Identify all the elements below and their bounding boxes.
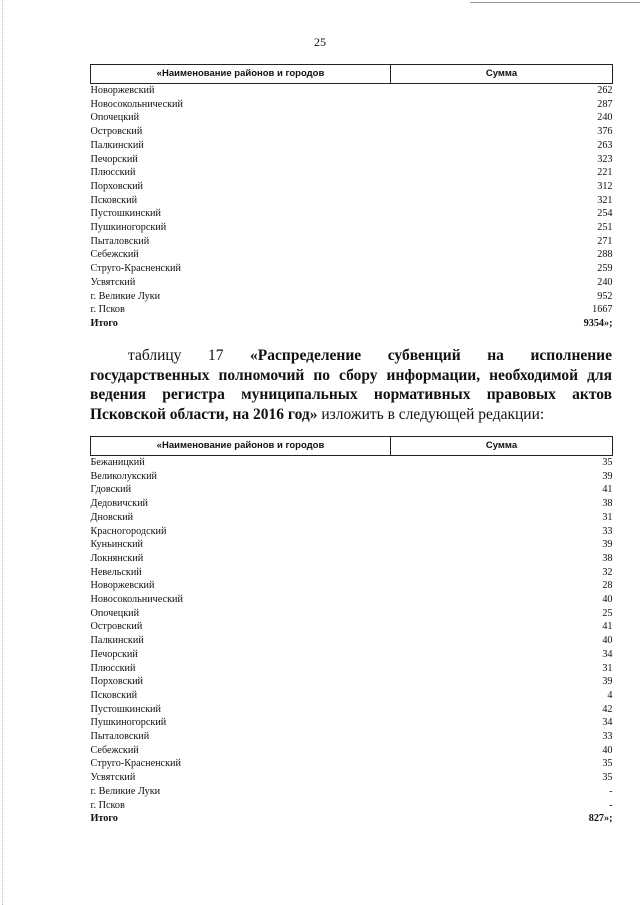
table-body <box>91 84 613 331</box>
district-sum: 35 <box>602 457 613 468</box>
district-sum: 263 <box>597 139 613 151</box>
district-sum: - <box>609 799 613 811</box>
total-label: Итого <box>90 317 118 329</box>
district-name: г. Великие Луки <box>90 785 161 797</box>
table-row <box>91 139 613 153</box>
table-row <box>91 470 613 484</box>
district-name: Псковский <box>90 689 138 701</box>
district-sum: 31 <box>602 662 613 674</box>
district-name: г. Великие Луки <box>90 290 161 302</box>
table-row <box>91 111 613 125</box>
district-sum: 34 <box>602 648 613 660</box>
table-row <box>91 785 613 799</box>
district-name: Усвятский <box>90 772 136 784</box>
district-name: г. Псков <box>90 304 125 316</box>
district-name: Струго-Красненский <box>90 263 181 275</box>
district-name: Пустошкинский <box>90 208 161 220</box>
district-name: Порховский <box>90 676 143 688</box>
district-sum: 259 <box>597 263 613 275</box>
table-row <box>91 511 613 525</box>
table-row <box>91 483 613 497</box>
table-row <box>91 593 613 607</box>
district-sum: 952 <box>597 290 613 302</box>
total-value: 827»; <box>588 813 613 825</box>
scan-edge-top <box>470 2 640 3</box>
district-sum: 35 <box>602 772 613 784</box>
table-row <box>91 248 613 262</box>
table-row <box>91 675 613 689</box>
district-name: Невельский <box>90 566 142 578</box>
district-name: Дновский <box>90 511 134 523</box>
district-sum: 312 <box>597 180 613 192</box>
district-name: Плюсский <box>90 662 136 674</box>
district-name: Островский <box>90 621 143 633</box>
paragraph-lead: таблицу 17 <box>128 347 251 364</box>
district-name: Куньинский <box>90 539 143 551</box>
table-body <box>91 456 613 826</box>
district-name: Дедовичский <box>90 498 148 510</box>
district-name: Новосокольнический <box>90 594 183 606</box>
column-header-name: «Наименование районов и городов <box>91 65 391 84</box>
district-name: Красногородский <box>90 525 167 537</box>
total-label: Итого <box>90 813 118 825</box>
district-sum: 4 <box>607 689 613 701</box>
district-sum: 288 <box>597 249 613 261</box>
district-name: Палкинский <box>90 635 144 647</box>
paragraph-tail: изложить в следующей редакции: <box>317 405 545 423</box>
district-sum: 254 <box>597 208 613 220</box>
district-sum: 42 <box>602 703 613 715</box>
table-row <box>91 84 613 98</box>
district-sum: 321 <box>597 194 613 206</box>
district-name: Опочецкий <box>90 112 140 124</box>
district-name: Печорский <box>90 153 138 165</box>
table-row <box>91 125 613 139</box>
table-row <box>91 525 613 539</box>
table-row <box>91 194 613 208</box>
district-name: Пыталовский <box>90 235 150 247</box>
table-row <box>91 579 613 593</box>
district-name: Плюсский <box>90 167 136 179</box>
district-name: Порховский <box>90 180 143 192</box>
district-name: Печорский <box>90 648 138 660</box>
district-sum: 39 <box>602 470 613 482</box>
district-sum: 323 <box>597 153 613 165</box>
total-value: 9354»; <box>583 317 613 329</box>
page-number: 25 <box>314 35 326 49</box>
table-row <box>91 276 613 290</box>
district-sum: 28 <box>602 580 613 592</box>
district-sum: 41 <box>602 621 613 633</box>
table-row <box>91 153 613 167</box>
table-row <box>91 221 613 235</box>
district-sum: 287 <box>597 98 613 110</box>
district-sum: 33 <box>602 731 613 743</box>
district-name: Опочецкий <box>90 607 140 619</box>
district-sum: 25 <box>602 607 613 619</box>
scan-edge-left <box>2 0 3 905</box>
table-row <box>91 235 613 249</box>
table-row <box>91 730 613 744</box>
district-name: Островский <box>90 126 143 138</box>
table-row <box>91 799 613 813</box>
district-name: Пыталовский <box>90 731 150 743</box>
district-sum: 262 <box>597 85 613 96</box>
district-name: Себежский <box>90 249 139 261</box>
table-row <box>91 303 613 317</box>
table-row <box>91 497 613 511</box>
table-subsidies-1 <box>90 64 613 331</box>
district-name: Палкинский <box>90 139 144 151</box>
district-name: Новоржевский <box>90 85 155 96</box>
district-sum: 31 <box>602 511 613 523</box>
table-row <box>91 689 613 703</box>
district-sum: 34 <box>602 717 613 729</box>
table-row <box>91 207 613 221</box>
district-name: Гдовский <box>90 484 132 496</box>
district-name: Пушкиногорский <box>90 222 167 234</box>
district-sum: 40 <box>602 594 613 606</box>
district-sum: - <box>609 785 613 797</box>
table-row <box>91 262 613 276</box>
table-row <box>91 634 613 648</box>
column-header-sum: Сумма <box>391 65 613 84</box>
district-name: г. Псков <box>90 799 125 811</box>
district-sum: 35 <box>602 758 613 770</box>
district-sum: 40 <box>602 635 613 647</box>
table-row <box>91 648 613 662</box>
table-row <box>91 166 613 180</box>
table-row <box>91 716 613 730</box>
table-row <box>91 552 613 566</box>
total-row <box>91 812 613 826</box>
table-row <box>91 538 613 552</box>
table-row <box>91 607 613 621</box>
table-row <box>91 566 613 580</box>
district-name: Усвятский <box>90 276 136 288</box>
table-header-row <box>91 437 613 456</box>
district-name: Новосокольнический <box>90 98 183 110</box>
district-name: Бежаницкий <box>90 457 145 468</box>
table-row <box>91 98 613 112</box>
district-name: Локнянский <box>90 552 144 564</box>
district-sum: 240 <box>597 276 613 288</box>
district-sum: 1667 <box>592 304 613 316</box>
amendment-paragraph <box>90 346 612 424</box>
district-name: Пустошкинский <box>90 703 161 715</box>
district-sum: 376 <box>597 126 613 138</box>
district-sum: 39 <box>602 676 613 688</box>
district-sum: 40 <box>602 744 613 756</box>
table-row <box>91 180 613 194</box>
district-name: Новоржевский <box>90 580 155 592</box>
district-sum: 33 <box>602 525 613 537</box>
district-name: Великолукский <box>90 470 157 482</box>
table-header-row <box>91 65 613 84</box>
district-sum: 251 <box>597 222 613 234</box>
table-row <box>91 662 613 676</box>
district-name: Себежский <box>90 744 139 756</box>
district-sum: 38 <box>602 552 613 564</box>
table-row <box>91 744 613 758</box>
district-name: Струго-Красненский <box>90 758 181 770</box>
district-sum: 41 <box>602 484 613 496</box>
column-header-sum: Сумма <box>391 437 613 456</box>
column-header-name: «Наименование районов и городов <box>91 437 391 456</box>
district-sum: 240 <box>597 112 613 124</box>
district-sum: 38 <box>602 498 613 510</box>
table-row <box>91 703 613 717</box>
district-sum: 271 <box>597 235 613 247</box>
district-sum: 221 <box>597 167 613 179</box>
table-row <box>91 456 613 470</box>
district-name: Псковский <box>90 194 138 206</box>
paragraph-bold-title: «Распределение субвенций на исполнение государственных полномочий по сбору информации, необходимой для ведения регистра муниципальных нормативных правовых актов Псковской области, на 2016 год» <box>90 347 612 423</box>
table-row <box>91 771 613 785</box>
total-row <box>91 317 613 331</box>
table-row <box>91 757 613 771</box>
table-row <box>91 290 613 304</box>
table-row <box>91 620 613 634</box>
district-sum: 39 <box>602 539 613 551</box>
district-name: Пушкиногорский <box>90 717 167 729</box>
table-subsidies-2 <box>90 436 613 826</box>
district-sum: 32 <box>602 566 613 578</box>
